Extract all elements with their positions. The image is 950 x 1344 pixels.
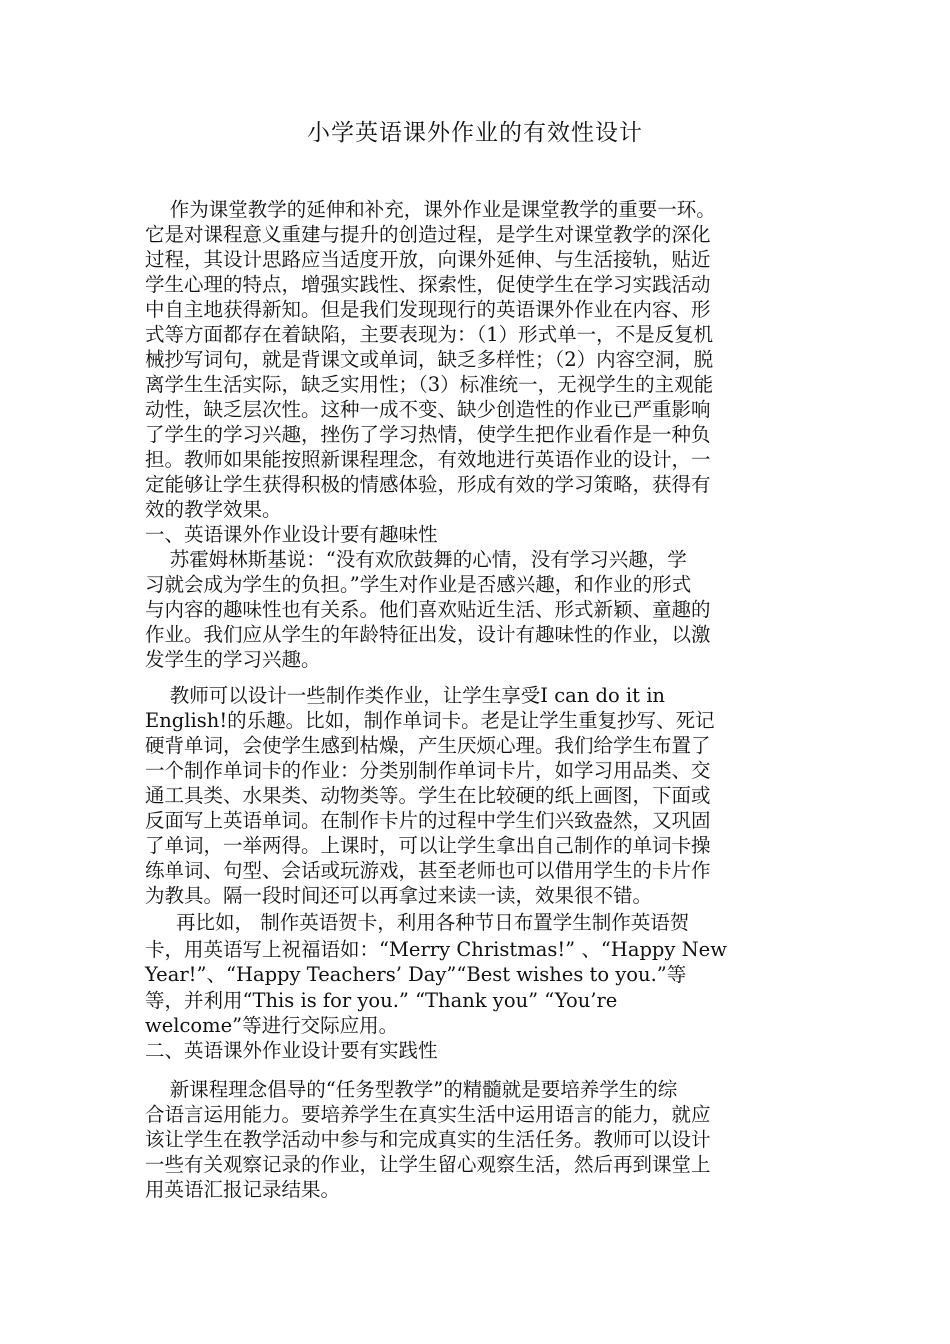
body-line: 教师可以设计一些制作类作业，让学生享受I can do it in (145, 684, 665, 707)
body-line: 动性，缺乏层次性。这种一成不变、缺少创造性的作业已严重影响 (145, 398, 711, 421)
body-line: 卡，用英语写上祝福语如：“Merry Christmas!” 、“Happy New (145, 938, 727, 961)
body-line: 合语言运用能力。要培养学生在真实生活中运用语言的能力，就应 (145, 1103, 711, 1126)
body-line: 械抄写词句，就是背课文或单词，缺乏多样性；（2）内容空洞，脱 (145, 348, 714, 371)
body-line: Year!”、“Happy Teachers’ Day”“Best wishes to you.”等 (145, 963, 687, 986)
body-line: 定能够让学生获得积极的情感体验，形成有效的学习策略，获得有 (145, 473, 711, 496)
body-line: 过程，其设计思路应当适度开放，向课外延伸、与生活接轨，贴近 (145, 248, 711, 271)
body-line: 新课程理念倡导的“任务型教学”的精髓就是要培养学生的综 (145, 1078, 678, 1101)
body-line: 硬背单词，会使学生感到枯燥，产生厌烦心理。我们给学生布置了 (145, 734, 711, 757)
body-line: 作为课堂教学的延伸和补充，课外作业是课堂教学的重要一环。 (145, 198, 716, 221)
body-line: 离学生生活实际，缺乏实用性；（3）标准统一，无视学生的主观能 (145, 373, 714, 396)
body-line: English!的乐趣。比如，制作单词卡。老是让学生重复抄写、死记 (145, 709, 715, 732)
body-line: 了单词，一举两得。上课时，可以让学生拿出自己制作的单词卡操 (145, 834, 711, 857)
body-line: 发学生的学习兴趣。 (145, 648, 321, 671)
body-line: 通工具类、水果类、动物类等。学生在比较硬的纸上画图，下面或 (145, 784, 711, 807)
body-line: 担。教师如果能按照新课程理念，有效地进行英语作业的设计，一 (145, 448, 711, 471)
body-line: 中自主地获得新知。但是我们发现现行的英语课外作业在内容、形 (145, 298, 711, 321)
section-heading: 二、英语课外作业设计要有实践性 (145, 1039, 438, 1062)
body-line: 了学生的学习兴趣，挫伤了学习热情，使学生把作业看作是一种负 (145, 423, 711, 446)
body-line: welcome”等进行交际应用。 (145, 1014, 399, 1037)
body-line: 作业。我们应从学生的年龄特征出发，设计有趣味性的作业，以激 (145, 623, 711, 646)
body-line: 为教具。隔一段时间还可以再拿过来读一读，效果很不错。 (145, 884, 653, 907)
body-line: 学生心理的特点，增强实践性、探索性，促使学生在学习实践活动 (145, 273, 711, 296)
body-line: 再比如， 制作英语贺卡，利用各种节日布置学生制作英语贺 (145, 911, 690, 934)
body-line: 它是对课程意义重建与提升的创造过程，是学生对课堂教学的深化 (145, 223, 711, 246)
body-line: 一个制作单词卡的作业：分类别制作单词卡片，如学习用品类、交 (145, 759, 711, 782)
document-title: 小学英语课外作业的有效性设计 (307, 120, 643, 146)
body-line: 该让学生在教学活动中参与和完成真实的生活任务。教师可以设计 (145, 1128, 711, 1151)
section-heading: 一、英语课外作业设计要有趣味性 (145, 523, 438, 546)
body-line: 练单词、句型、会话或玩游戏，甚至老师也可以借用学生的卡片作 (145, 859, 711, 882)
body-line: 苏霍姆林斯基说：“没有欢欣鼓舞的心情，没有学习兴趣，学 (145, 548, 687, 571)
body-line: 用英语汇报记录结果。 (145, 1178, 341, 1201)
body-line: 习就会成为学生的负担。”学生对作业是否感兴趣，和作业的形式 (145, 573, 692, 596)
body-line: 一些有关观察记录的作业，让学生留心观察生活，然后再到课堂上 (145, 1153, 711, 1176)
body-line: 反面写上英语单词。在制作卡片的过程中学生们兴致盎然，又巩固 (145, 809, 711, 832)
body-line: 效的教学效果。 (145, 498, 282, 521)
body-line: 等，并利用“This is for you.” “Thank you” “You’re (145, 989, 618, 1012)
body-line: 与内容的趣味性也有关系。他们喜欢贴近生活、形式新颖、童趣的 (145, 598, 711, 621)
body-line: 式等方面都存在着缺陷，主要表现为：（1）形式单一，不是反复机 (145, 323, 714, 346)
